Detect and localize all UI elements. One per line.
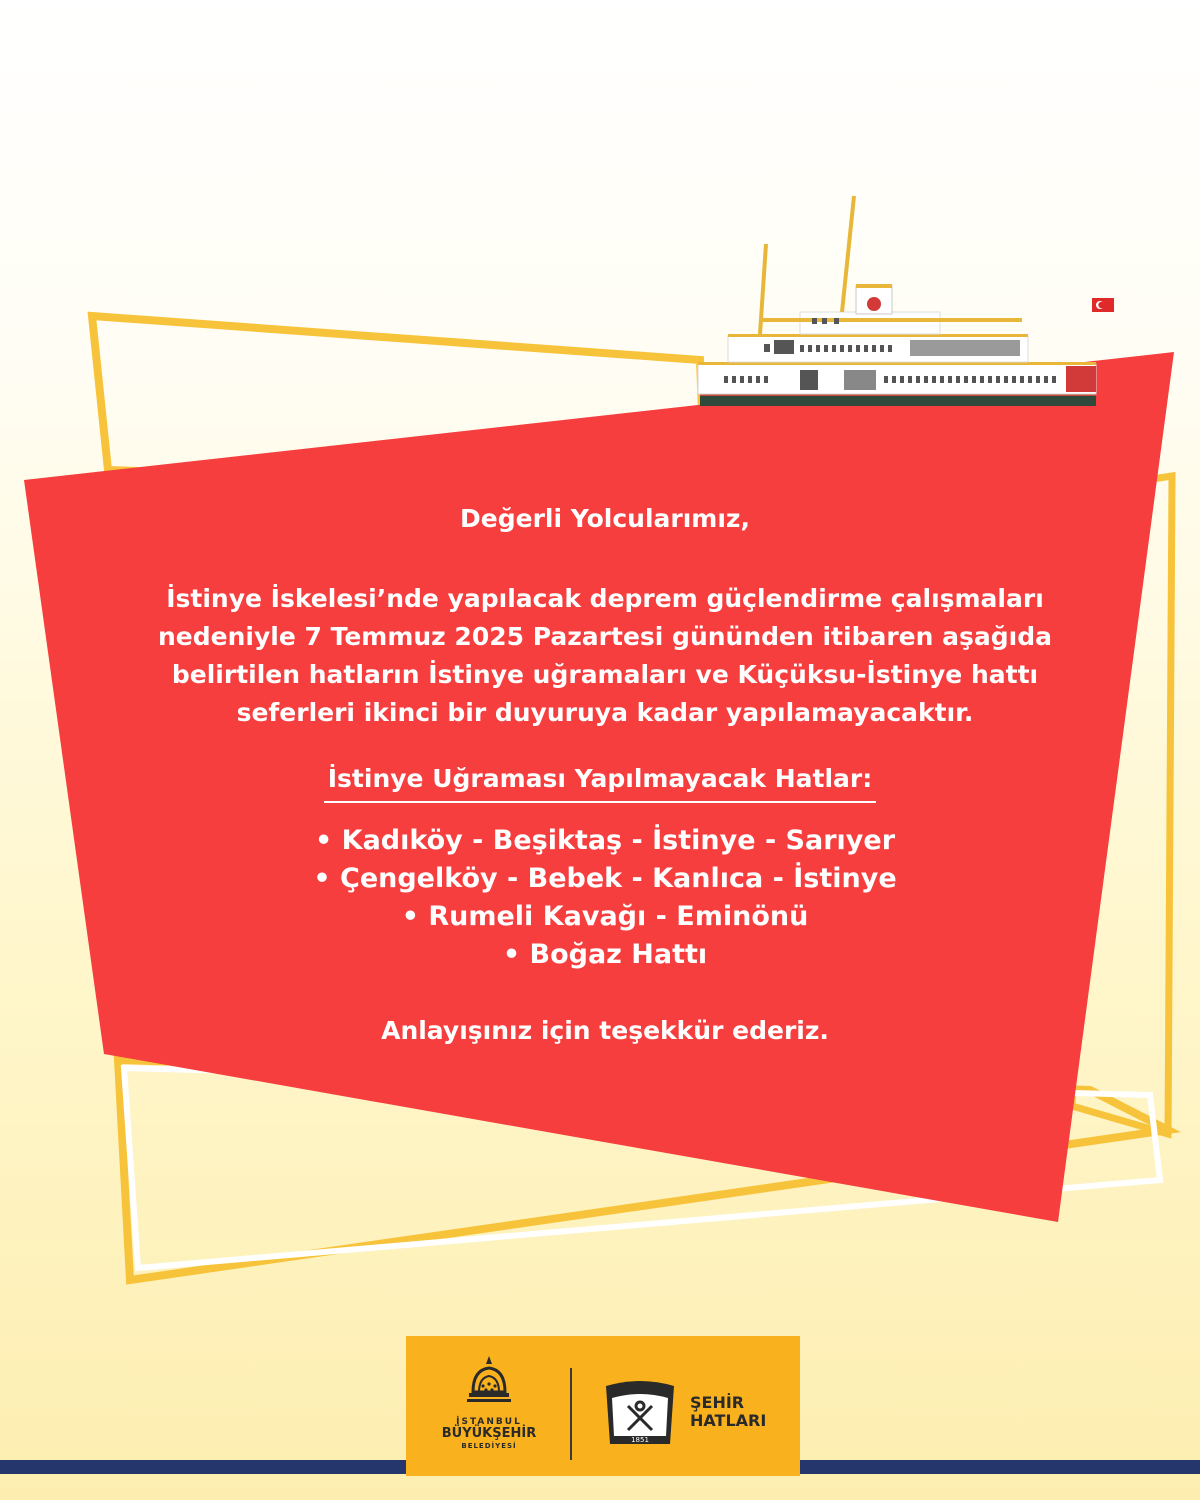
logo-divider: [570, 1368, 572, 1460]
route-item: • Çengelköy - Bebek - Kanlıca - İstinye: [313, 863, 897, 894]
notice-paragraph: [100, 580, 1110, 732]
routes-heading: İstinye Uğraması Yapılmayacak Hatlar:: [324, 764, 876, 803]
ibb-emblem-icon: [459, 1352, 519, 1412]
greeting-text: Değerli Yolcularımız,: [460, 504, 750, 533]
sehir-hatlari-name: [690, 1394, 766, 1430]
sehir-hatlari-logo: [598, 1376, 788, 1456]
paragraph-line: belirtilen hatların İstinye uğramaları ve Küçüksu-İstinye hattı: [171, 660, 1039, 689]
sehir-hatlari-emblem-icon: [598, 1376, 682, 1452]
sehir-name-line: HATLARI: [690, 1411, 767, 1430]
paragraph-line: İstinye İskelesi’nde yapılacak deprem güçlendirme çalışmaları: [166, 584, 1044, 613]
ibb-name-line: İSTANBUL: [456, 1417, 522, 1427]
ibb-name-line: BÜYÜKŞEHİR: [441, 1426, 537, 1441]
route-item: • Kadıköy - Beşiktaş - İstinye - Sarıyer: [314, 825, 896, 856]
closing-text: Anlayışınız için teşekkür ederiz.: [381, 1016, 829, 1045]
routes-heading-container: [0, 764, 1200, 803]
turkish-flag-icon: [1092, 298, 1114, 312]
paragraph-line: nedeniyle 7 Temmuz 2025 Pazartesi gününden itibaren aşağıda: [158, 622, 1052, 651]
sehir-year: 1851: [631, 1436, 649, 1444]
ibb-name: [420, 1416, 558, 1452]
route-item: • Boğaz Hattı: [502, 939, 708, 970]
ferry-illustration: [698, 196, 1096, 406]
ibb-name-line: BELEDİYESİ: [461, 1442, 517, 1450]
route-item: • Rumeli Kavağı - Eminönü: [401, 901, 809, 932]
routes-list: [100, 822, 1110, 974]
ibb-logo: [420, 1352, 558, 1472]
sehir-name-line: ŞEHİR: [690, 1393, 745, 1412]
bottom-stripe-right: [800, 1460, 1200, 1474]
paragraph-line: seferleri ikinci bir duyuruya kadar yapılamayacaktır.: [236, 698, 974, 727]
bottom-stripe-left: [0, 1460, 406, 1474]
